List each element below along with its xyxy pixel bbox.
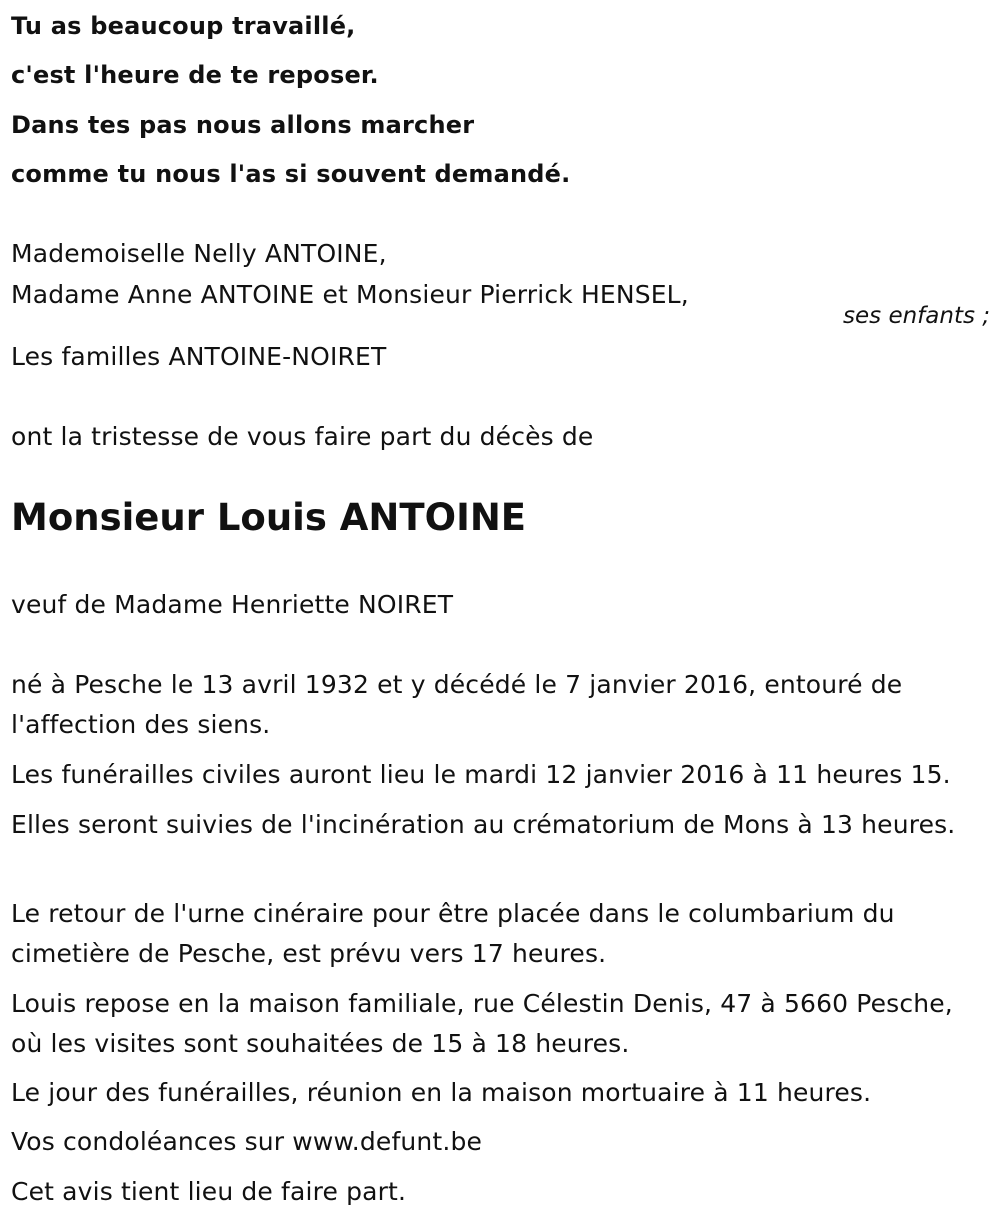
children-role: ses enfants ; — [843, 303, 990, 329]
child-1: Mademoiselle Nelly ANTOINE, — [11, 239, 387, 268]
widower-line: veuf de Madame Henriette NOIRET — [11, 590, 454, 619]
cremation-paragraph: Elles seront suivies de l'incinération au crématorium de Mons à 13 heures. — [11, 810, 956, 839]
poem-line-1: Tu as beaucoup travaillé, — [11, 12, 356, 40]
visitation-paragraph: Louis repose en la maison familiale, rue Célestin Denis, 47 à 5660 Pesche, où les visites sont souhaitées de 15 à 18 heures. — [11, 989, 953, 1058]
poem-line-2: c'est l'heure de te reposer. — [11, 61, 379, 89]
child-2: Madame Anne ANTOINE et Monsieur Pierrick HENSEL, — [11, 280, 689, 309]
birth-death-paragraph: né à Pesche le 13 avril 1932 et y décédé le 7 janvier 2016, entouré de l'affection des siens. — [11, 670, 903, 739]
funeral-paragraph: Les funérailles civiles auront lieu le mardi 12 janvier 2016 à 11 heures 15. — [11, 760, 951, 789]
families-line: Les familles ANTOINE-NOIRET — [11, 342, 387, 371]
notice-paragraph: Cet avis tient lieu de faire part. — [11, 1177, 407, 1206]
deceased-name: Monsieur Louis ANTOINE — [11, 496, 527, 539]
poem-line-3: Dans tes pas nous allons marcher — [11, 111, 475, 139]
condolences-paragraph: Vos condoléances sur www.defunt.be — [11, 1127, 482, 1156]
announcement-line: ont la tristesse de vous faire part du décès de — [11, 422, 594, 451]
urn-paragraph: Le retour de l'urne cinéraire pour être placée dans le columbarium du cimetière de Pesche, est prévu vers 17 heures. — [11, 899, 895, 968]
meeting-paragraph: Le jour des funérailles, réunion en la maison mortuaire à 11 heures. — [11, 1078, 872, 1107]
poem-line-4: comme tu nous l'as si souvent demandé. — [11, 160, 571, 188]
